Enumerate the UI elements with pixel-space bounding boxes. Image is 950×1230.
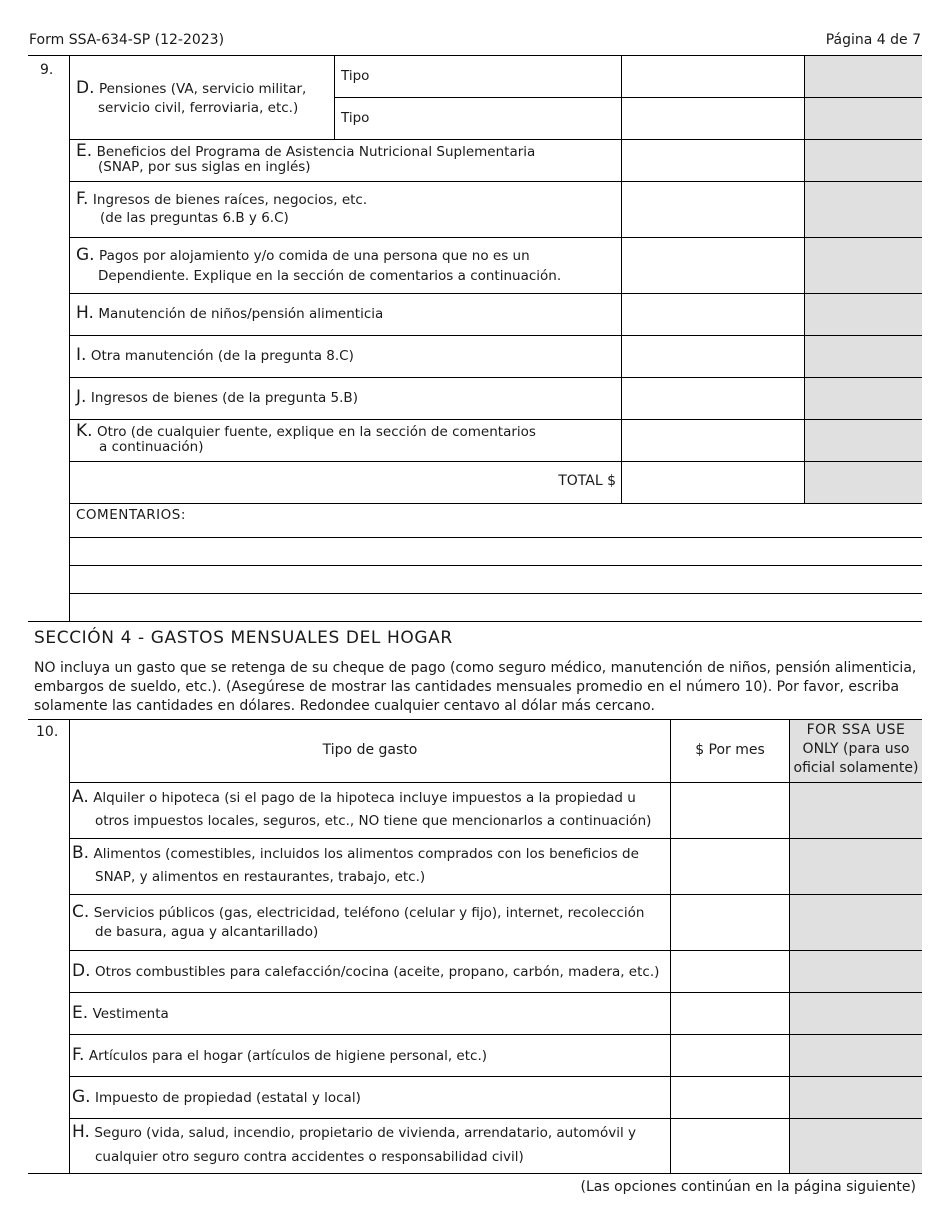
q9-e-text2: (SNAP, por sus siglas en inglés)	[98, 159, 311, 175]
q10-e-letter: E.	[72, 1003, 89, 1023]
q10-d-letter: D.	[72, 961, 91, 981]
q9-comments-input-2[interactable]	[71, 539, 920, 564]
q10-e-text1: Vestimenta	[92, 1006, 169, 1022]
q10-c-text2: de basura, agua y alcantarillado)	[95, 924, 319, 940]
q9-row-h	[76, 303, 383, 324]
q9-j-text1: Ingresos de bienes (de la pregunta 5.B)	[90, 390, 358, 406]
q9-i-amount-input[interactable]	[623, 337, 803, 376]
q9-g-amount-input[interactable]	[623, 239, 803, 292]
q9-k-text2: a continuación)	[99, 439, 204, 455]
q9-comments-input-1[interactable]	[200, 505, 920, 536]
q9-comments-input-3[interactable]	[71, 567, 920, 592]
q9-d-text2: servicio civil, ferroviaria, etc.)	[98, 100, 299, 116]
q10-number: 10.	[36, 724, 59, 740]
q9-d-tipo1-label: Tipo	[341, 68, 370, 84]
q10-row-a	[72, 787, 636, 808]
q9-k-text1: Otro (de cualquier fuente, explique en la sección de comentarios	[97, 424, 536, 440]
q10-row-h	[72, 1122, 636, 1143]
q9-i-letter: I.	[76, 345, 87, 365]
q9-g-text2: Dependiente. Explique en la sección de comentarios a continuación.	[98, 268, 562, 284]
q10-g-text1: Impuesto de propiedad (estatal y local)	[95, 1090, 361, 1106]
q10-f-letter: F.	[72, 1045, 85, 1065]
q9-g-text1: Pagos por alojamiento y/o comida de una persona que no es un	[99, 248, 530, 264]
page-number: Página 4 de 7	[825, 32, 921, 48]
q9-d-amount2-input[interactable]	[623, 99, 803, 138]
q9-f-letter: F.	[76, 189, 89, 209]
section4-title: SECCIÓN 4 - GASTOS MENSUALES DEL HOGAR	[34, 628, 453, 648]
continue-note: (Las opciones continúan en la página siguiente)	[580, 1179, 916, 1195]
q9-k-letter: K.	[76, 421, 93, 441]
q10-g-amount-input[interactable]	[672, 1078, 788, 1117]
q10-col-ssa-3: oficial solamente)	[793, 760, 919, 776]
q9-d-amount1-input[interactable]	[623, 57, 803, 96]
q10-b-amount-input[interactable]	[672, 840, 788, 893]
q9-h-text1: Manutención de niños/pensión alimenticia	[98, 306, 384, 322]
q9-row-f	[76, 189, 367, 210]
q10-c-letter: C.	[72, 902, 90, 922]
q10-row-g	[72, 1087, 361, 1108]
q10-c-amount-input[interactable]	[672, 896, 788, 949]
q10-ssa-column	[790, 720, 922, 1173]
q9-d-letter: D.	[76, 78, 95, 98]
q9-j-amount-input[interactable]	[623, 379, 803, 418]
q10-col-ssa-2: ONLY (para uso	[802, 741, 910, 757]
q9-comments-label: COMENTARIOS:	[76, 507, 186, 523]
q10-a-letter: A.	[72, 787, 89, 807]
q10-h-text1: Seguro (vida, salud, incendio, propietario de vivienda, arrendatario, automóvil y	[94, 1125, 636, 1141]
q9-comments-input-4[interactable]	[71, 595, 920, 620]
q9-h-letter: H.	[76, 303, 94, 323]
q9-row-i	[76, 345, 354, 366]
q9-f-text2: (de las preguntas 6.B y 6.C)	[100, 210, 289, 226]
q10-a-text1: Alquiler o hipoteca (si el pago de la hipoteca incluye impuestos a la propiedad u	[93, 790, 636, 806]
q9-ssa-column	[804, 56, 922, 503]
q9-d-tipo2-input[interactable]	[378, 99, 620, 138]
q9-k-amount-input[interactable]	[623, 421, 803, 460]
q10-col-amount: $ Por mes	[695, 742, 765, 758]
q9-g-letter: G.	[76, 245, 95, 265]
q10-b-text1: Alimentos (comestibles, incluidos los alimentos comprados con los beneficios de	[93, 846, 639, 862]
q10-a-amount-input[interactable]	[672, 784, 788, 837]
q9-f-text1: Ingresos de bienes raíces, negocios, etc.	[92, 192, 368, 208]
section4-intro-3: solamente las cantidades en dólares. Redondee cualquier centavo al dólar más cercano.	[34, 698, 655, 714]
q9-row-j	[76, 387, 358, 408]
q10-b-text2: SNAP, y alimentos en restaurantes, trabajo, etc.)	[95, 869, 426, 885]
section4-intro-1: NO incluya un gasto que se retenga de su cheque de pago (como seguro médico, manutención de niños, pensión alimenticia,	[34, 660, 917, 676]
q9-row-d	[76, 78, 306, 99]
q10-row-e	[72, 1003, 169, 1024]
q9-i-text1: Otra manutención (de la pregunta 8.C)	[90, 348, 354, 364]
q10-col-type: Tipo de gasto	[322, 742, 418, 758]
q9-f-amount-input[interactable]	[623, 183, 803, 236]
q9-h-amount-input[interactable]	[623, 295, 803, 334]
q9-total-label: TOTAL $	[558, 473, 616, 489]
q10-row-d	[72, 961, 659, 982]
q10-f-text1: Artículos para el hogar (artículos de higiene personal, etc.)	[88, 1048, 488, 1064]
q9-e-letter: E.	[76, 141, 93, 161]
q10-c-text1: Servicios públicos (gas, electricidad, teléfono (celular y fijo), internet, recolección	[93, 905, 645, 921]
q9-total-input[interactable]	[623, 463, 803, 502]
q10-col-ssa-1: FOR SSA USE	[806, 722, 906, 738]
q9-number: 9.	[40, 62, 54, 78]
q9-e-text1: Beneficios del Programa de Asistencia Nutricional Suplementaria	[96, 144, 536, 160]
form-id: Form SSA-634-SP (12-2023)	[29, 32, 225, 48]
q10-e-amount-input[interactable]	[672, 994, 788, 1033]
q9-d-text1: Pensiones (VA, servicio militar,	[98, 81, 307, 97]
q10-h-amount-input[interactable]	[672, 1120, 788, 1172]
q9-j-letter: J.	[76, 387, 87, 407]
q10-d-amount-input[interactable]	[672, 952, 788, 991]
q10-a-text2: otros impuestos locales, seguros, etc., NO tiene que mencionarlos a continuación)	[95, 813, 652, 829]
section4-intro-2: embargos de sueldo, etc.). (Asegúrese de mostrar las cantidades mensuales promedio en el número 10). Por favor, escriba	[34, 679, 900, 695]
q10-h-text2: cualquier otro seguro contra accidentes o responsabilidad civil)	[95, 1149, 524, 1165]
q10-row-c	[72, 902, 644, 923]
q10-row-f	[72, 1045, 487, 1066]
q10-d-text1: Otros combustibles para calefacción/cocina (aceite, propano, carbón, madera, etc.)	[94, 964, 660, 980]
q9-row-g	[76, 245, 530, 266]
q10-f-amount-input[interactable]	[672, 1036, 788, 1075]
q10-row-b	[72, 843, 639, 864]
q9-d-tipo1-input[interactable]	[378, 57, 620, 96]
q9-d-tipo2-label: Tipo	[341, 110, 370, 126]
q10-h-letter: H.	[72, 1122, 90, 1142]
q10-g-letter: G.	[72, 1087, 91, 1107]
q10-b-letter: B.	[72, 843, 90, 863]
q9-e-amount-input[interactable]	[623, 141, 803, 180]
